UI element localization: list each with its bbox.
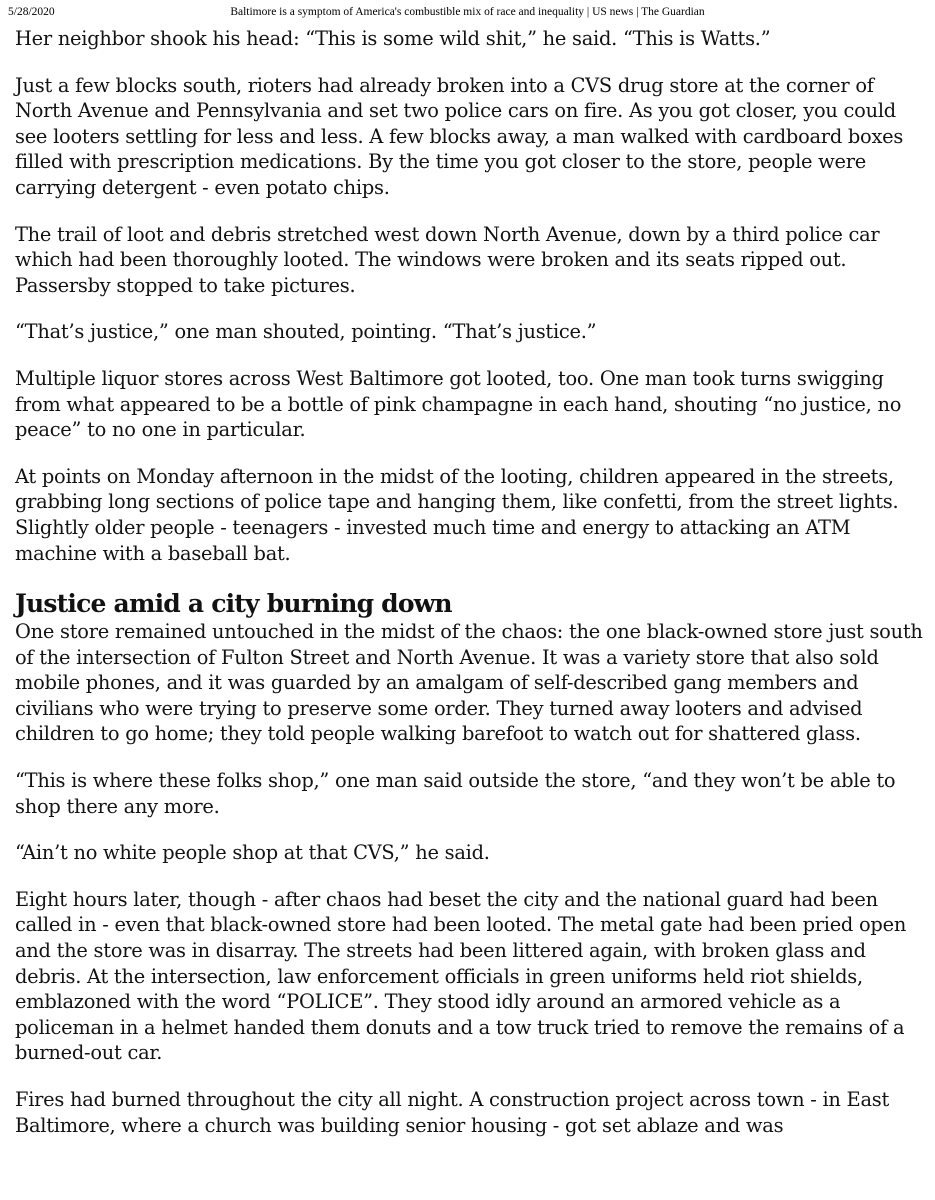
article-paragraph: One store remained untouched in the midst of the chaos: the one black-owned store just south of the intersection of Fulton Street and North Avenue. It was a variety store that also sold mobile phones, and it was guarded by an amalgam of self-described gang members and civilians who were trying to preserve some order. They turned away looters and advised children to go home; they told people walking barefoot to watch out for shattered glass.: [15, 620, 923, 746]
article-paragraph: At points on Monday afternoon in the midst of the looting, children appeared in the streets, grabbing long sections of police tape and hanging them, like confetti, from the street lights. Slightly older people - teenagers - invested much time and energy to attacking an ATM machine with a baseball bat.: [15, 464, 899, 565]
article-paragraph: “That’s justice,” one man shouted, pointing. “That’s justice.”: [15, 320, 597, 344]
print-header: [0, 0, 935, 24]
print-date: 5/28/2020: [8, 6, 55, 18]
article-paragraph: “Ain’t no white people shop at that CVS,” he said.: [15, 841, 490, 865]
print-page-title: Baltimore is a symptom of America's combustible mix of race and inequality | US news | The Guardian: [230, 6, 705, 18]
article-paragraph: Her neighbor shook his head: “This is some wild shit,” he said. “This is Watts.”: [15, 27, 771, 50]
article-paragraph: Fires had burned throughout the city all night. A construction project across town - in East Baltimore, where a church was building senior housing - got set ablaze and was: [15, 1088, 890, 1137]
article-paragraph: Eight hours later, though - after chaos had beset the city and the national guard had been called in - even that black-owned store had been looted. The metal gate had been pried open and the store was in disarray. The streets had been littered again, with broken glass and debris. At the intersection, law enforcement officials in green uniforms held riot shields, emblazoned with the word “POLICE”. They stood idly around an armored vehicle as a policeman in a helmet handed them donuts and a tow truck tried to remove the remains of a burned-out car.: [15, 887, 907, 1065]
article-paragraph: Just a few blocks south, rioters had already broken into a CVS drug store at the corner of North Avenue and Pennsylvania and set two police cars on fire. As you got closer, you could see looters settling for less and less. A few blocks away, a man walked with cardboard boxes filled with prescription medications. By the time you got closer to the store, people were carrying detergent - even potato chips.: [15, 73, 904, 199]
article-body: [15, 26, 923, 1159]
article-paragraph: Multiple liquor stores across West Baltimore got looted, too. One man took turns swigging from what appeared to be a bottle of pink champagne in each hand, shouting “no justice, no peace” to no one in particular.: [15, 366, 902, 442]
article-paragraph: The trail of loot and debris stretched west down North Avenue, down by a third police car which had been thoroughly looted. The windows were broken and its seats ripped out. Passersby stopped to take pictures.: [15, 222, 880, 297]
section-heading: Justice amid a city burning down: [15, 589, 452, 619]
article-paragraph: “This is where these folks shop,” one man said outside the store, “and they won’t be able to shop there any more.: [15, 769, 896, 818]
